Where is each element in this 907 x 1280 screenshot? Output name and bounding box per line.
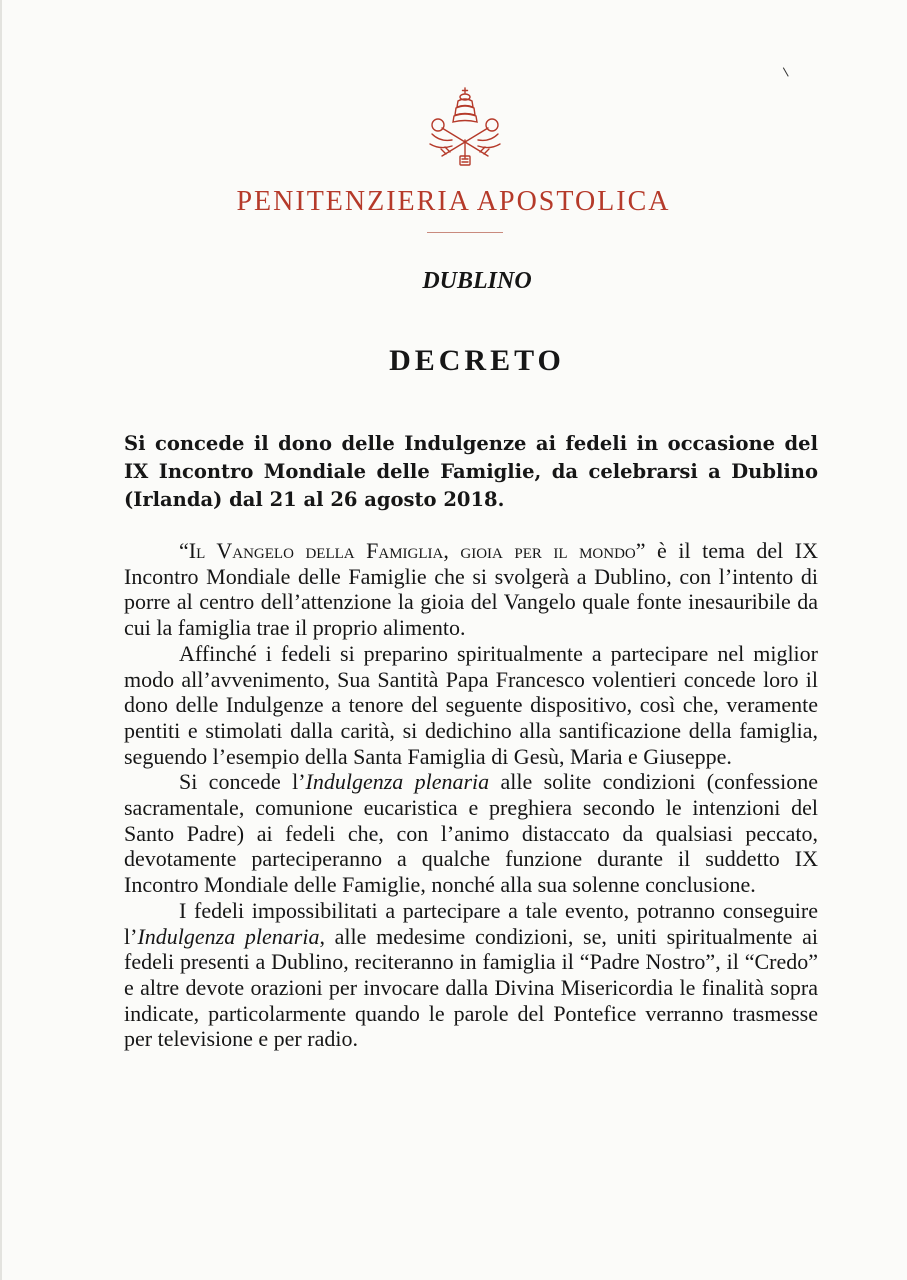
paragraph-4-end: , alle medesime condizioni, se, uniti spiritualmente ai fedeli presenti a Dublino, reciteranno in famiglia il “Padre Nostro”, il “Credo” e altre devote orazioni per invocare dalla Divina Misericordia le finalità sopra indicate, particolarmente quando le parole del Pontefice verranno trasmesse per televisione e per radio. bbox=[124, 923, 818, 1052]
paragraph-1 bbox=[124, 538, 818, 641]
paragraph-4-start: I fedeli impossibilitati a partecipare a tale evento, potranno conseguire l’ bbox=[124, 897, 818, 949]
plenary-indulgence-term: Indulgenza plenaria bbox=[305, 769, 490, 795]
issuer-title: PENITENZIERIA APOSTOLICA bbox=[236, 186, 671, 217]
paragraph-3-end: alle solite condizioni (confessione sacramentale, comunione eucaristica e preghiera secondo le intenzioni del Santo Padre) ai fedeli che, con l’animo distaccato da qualsiasi peccato, devotamente parteciperanno a qualche funzione durante il suddetto IX Incontro Mondiale delle Famiglie, nonché alla sua solenne conclusione. bbox=[124, 769, 818, 898]
document-type-heading: DECRETO bbox=[389, 344, 565, 377]
pen-mark bbox=[783, 65, 792, 76]
paragraph-4 bbox=[124, 898, 818, 1052]
theme-title: “Il Vangelo della Famiglia, gioia per il mondo” bbox=[179, 538, 646, 563]
paragraph-2: Affinché i fedeli si preparino spiritualmente a partecipare nel miglior modo all’avvenimento, Sua Santità Papa Francesco volentieri concede loro il dono delle Indulgenze a tenore del seguente dispositivo, così che, veramente pentiti e stimolati dalla carità, si dedichino alla santificazione della famiglia, seguendo l’esempio della Santa Famiglia di Gesù, Maria e Giuseppe. bbox=[124, 640, 818, 769]
papal-keys-coat-of-arms-icon bbox=[422, 84, 508, 168]
header-divider bbox=[427, 232, 503, 233]
plenary-indulgence-term: Indulgenza plenaria bbox=[137, 923, 320, 949]
paragraph-3 bbox=[124, 769, 818, 898]
decree-body bbox=[124, 538, 818, 1052]
decree-subject: Si concede il dono delle Indulgenze ai fedeli in occasione del IX Incontro Mondiale delle Famiglie, da celebrarsi a Dublino (Irlanda) dal 21 al 26 agosto 2018. bbox=[124, 432, 818, 511]
paragraph-1-text: è il tema del IX Incontro Mondiale delle Famiglie che si svolgerà a Dublino, con l’intento di porre al centro dell’attenzione la gioia del Vangelo quale fonte inesauribile da cui la famiglia trae il proprio alimento. bbox=[124, 538, 818, 641]
paragraph-3-start: Si concede l’ bbox=[179, 769, 306, 795]
city-heading: DUBLINO bbox=[422, 268, 532, 294]
